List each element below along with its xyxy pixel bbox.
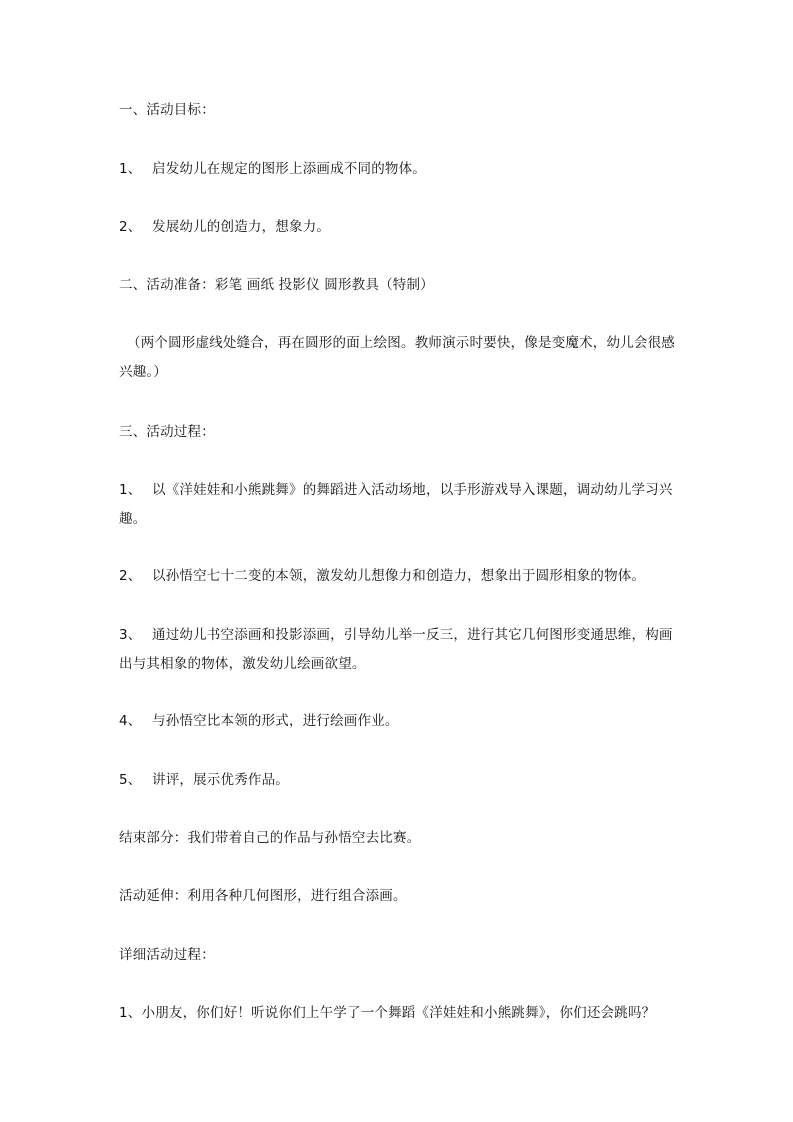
- step-text: 讲评，展示优秀作品。: [152, 772, 289, 788]
- step-number: 2、: [119, 568, 142, 584]
- step-text: 与孙悟空比本领的形式，进行绘画作业。: [152, 713, 399, 729]
- goal-number: 1、: [119, 161, 142, 177]
- goal-item-2: [119, 213, 679, 242]
- step-number: 3、: [119, 627, 142, 643]
- process-step-4: [119, 707, 679, 736]
- goal-text: 启发幼儿在规定的图形上添画成不同的物体。: [152, 161, 426, 177]
- ending-section: 结束部分：我们带着自己的作品与孙悟空去比赛。: [119, 830, 421, 846]
- step-number: 4、: [119, 713, 142, 729]
- extension-section: 活动延伸：利用各种几何图形，进行组合添画。: [119, 888, 407, 904]
- goal-item-1: [119, 155, 679, 184]
- goal-number: 2、: [119, 219, 142, 235]
- step-number: 1、: [119, 482, 142, 498]
- detail-heading: 详细活动过程：: [119, 947, 215, 963]
- process-step-3: [119, 621, 679, 679]
- step-number: 5、: [119, 772, 142, 788]
- process-heading: 三、活动过程：: [119, 424, 215, 440]
- detail-item-1: 1、小朋友，你们好！听说你们上午学了一个舞蹈《洋娃娃和小熊跳舞》，你们还会跳吗？: [119, 1005, 656, 1021]
- step-text: 通过幼儿书空添画和投影添画，引导幼儿举一反三，进行其它几何图形变通思维，构画出与其相象的物体，激发幼儿绘画欲望。: [119, 627, 673, 672]
- process-step-2: [119, 562, 679, 591]
- process-step-5: [119, 766, 679, 795]
- prep-note: （两个圆形虚线处缝合，再在圆形的面上绘图。教师演示时要快，像是变魔术，幼儿会很感兴趣。）: [119, 335, 675, 380]
- goals-heading: 一、活动目标：: [119, 102, 215, 118]
- step-text: 以孙悟空七十二变的本领，激发幼儿想像力和创造力，想象出于圆形相象的物体。: [152, 568, 646, 584]
- process-step-1: [119, 476, 679, 534]
- goal-text: 发展幼儿的创造力，想象力。: [152, 219, 331, 235]
- prep-heading: 二、活动准备：彩笔 画纸 投影仪 圆形教具（特制）: [119, 277, 434, 293]
- step-text: 以《洋娃娃和小熊跳舞》的舞蹈进入活动场地，以手形游戏导入课题，调动幼儿学习兴趣。: [119, 482, 673, 527]
